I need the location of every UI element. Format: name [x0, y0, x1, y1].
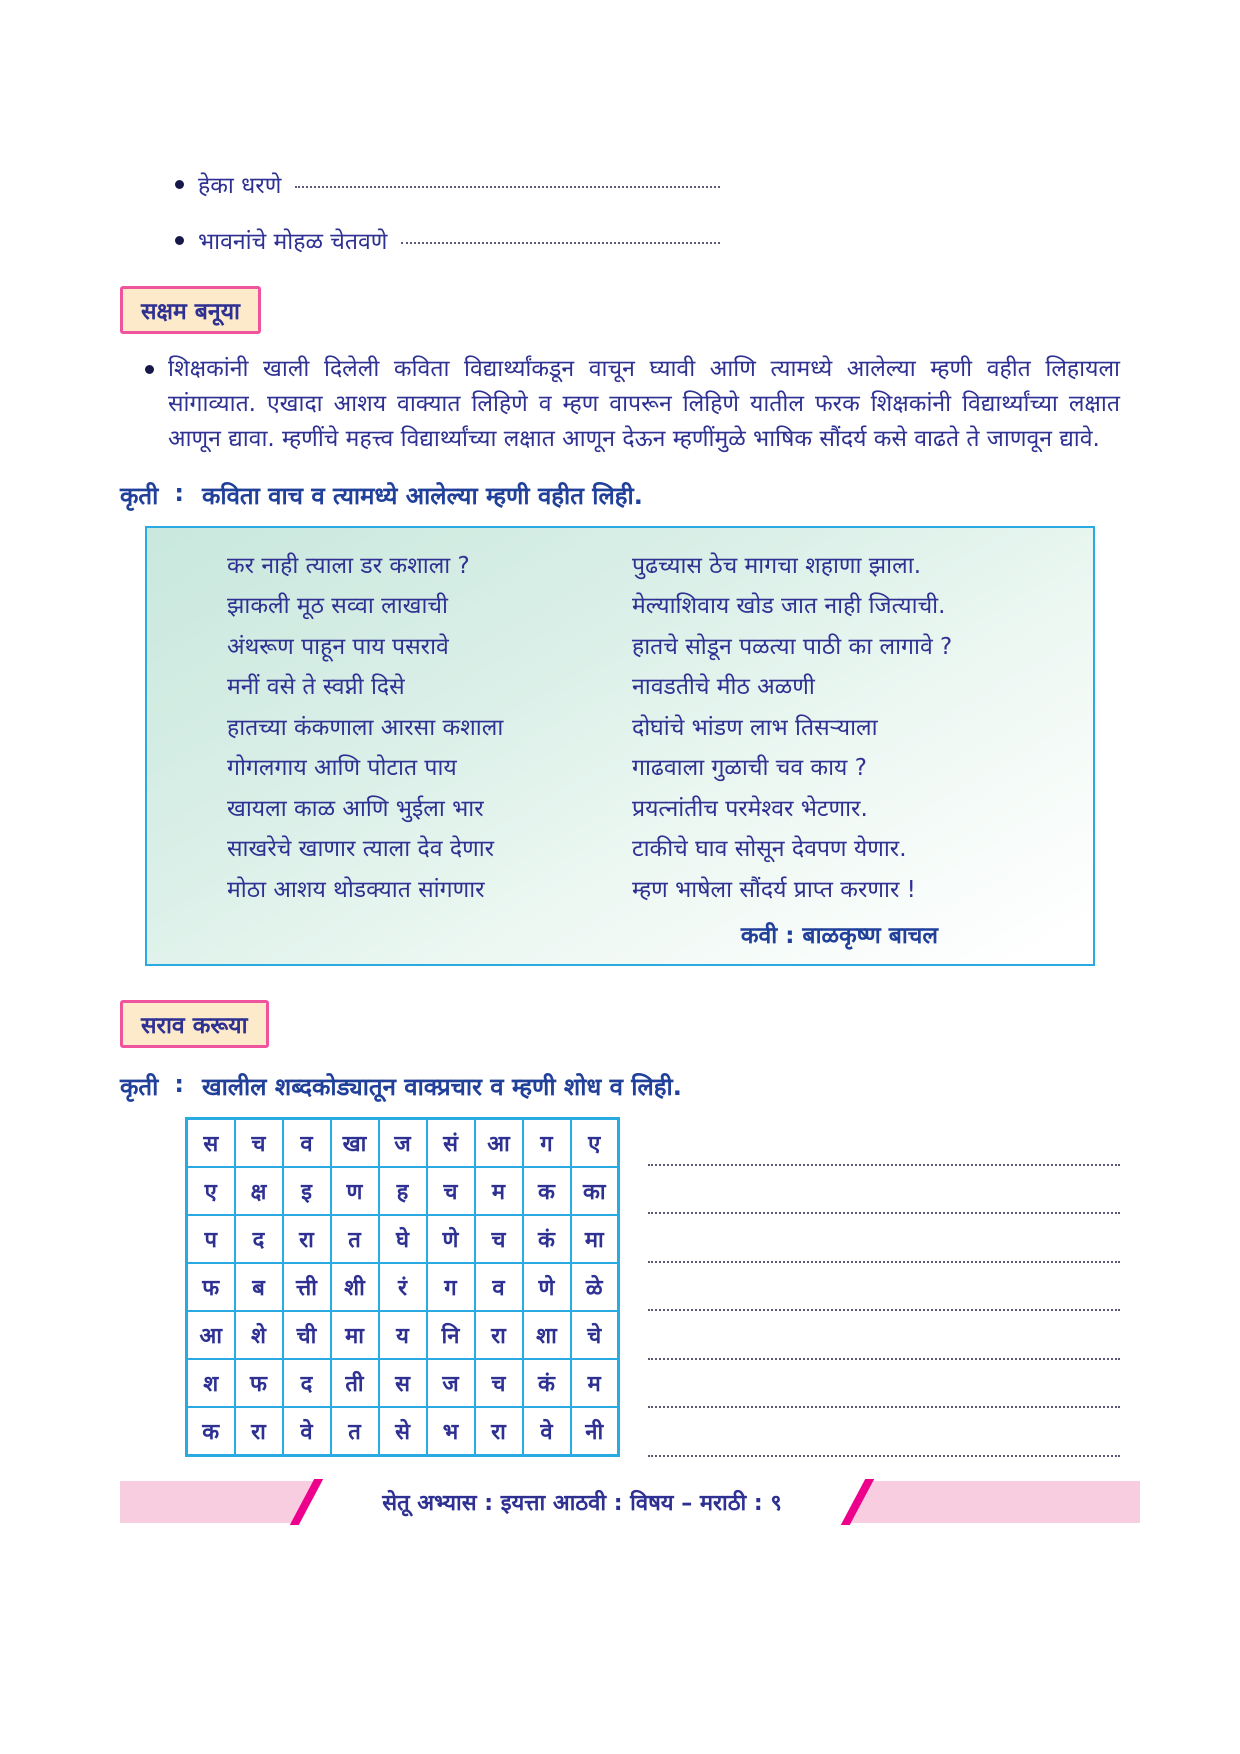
grid-cell: ण [331, 1167, 379, 1215]
poem-line: दोघांचे भांडण लाभ तिसऱ्याला [632, 714, 878, 741]
bullet-icon [145, 365, 154, 374]
grid-cell: ब [235, 1263, 283, 1311]
poem-column-left [227, 546, 632, 911]
grid-cell: ची [283, 1311, 331, 1359]
grid-cell: मा [331, 1311, 379, 1359]
kruti-text: कविता वाच व त्यामध्ये आलेल्या म्हणी वहीत लिही. [201, 481, 643, 510]
grid-cell: त्ती [283, 1263, 331, 1311]
bullet-icon [175, 236, 184, 245]
poem-line: प्रयत्नांतीच परमेश्वर भेटणार. [632, 795, 868, 822]
idiom-item [175, 168, 720, 200]
grid-cell: द [235, 1215, 283, 1263]
poem-line: अंथरूण पाहून पाय पसरावे [227, 633, 449, 660]
grid-row [187, 1167, 619, 1215]
grid-cell: रं [379, 1263, 427, 1311]
grid-cell: व [283, 1119, 331, 1167]
kruti-text: खालील शब्दकोड्यातून वाक्प्रचार व म्हणी शोध व लिही. [201, 1073, 682, 1102]
grid-cell: णे [523, 1263, 571, 1311]
grid-cell: वे [283, 1407, 331, 1455]
grid-cell: ळे [571, 1263, 619, 1311]
grid-cell: प [187, 1215, 235, 1263]
answer-line [648, 1166, 1120, 1215]
grid-cell: रा [475, 1311, 523, 1359]
grid-row [187, 1119, 619, 1167]
grid-cell: कं [523, 1215, 571, 1263]
grid-cell: खा [331, 1119, 379, 1167]
grid-cell: द [283, 1359, 331, 1407]
grid-cell: का [571, 1167, 619, 1215]
grid-cell: फ [187, 1263, 235, 1311]
grid-cell: च [235, 1119, 283, 1167]
kruti-label: कृती [120, 481, 159, 510]
grid-cell: स [379, 1359, 427, 1407]
grid-cell: आ [187, 1311, 235, 1359]
answer-line [648, 1311, 1120, 1360]
grid-cell: से [379, 1407, 427, 1455]
kruti-separator: : [174, 1070, 184, 1099]
grid-cell: फ [235, 1359, 283, 1407]
poem-line: हातचे सोडून पळत्या पाठी का लागावे ? [632, 633, 953, 660]
poem-line: मेल्याशिवाय खोड जात नाही जित्याची. [632, 593, 946, 620]
grid-cell: शी [331, 1263, 379, 1311]
grid-cell: ग [523, 1119, 571, 1167]
section-badge-sarav-karuya: सराव करूया [120, 1000, 269, 1048]
grid-cell: त [331, 1215, 379, 1263]
grid-cell: णे [427, 1215, 475, 1263]
kruti-separator: : [174, 478, 184, 507]
grid-row [187, 1311, 619, 1359]
grid-cell: घे [379, 1215, 427, 1263]
kruti-label: कृती [120, 1073, 159, 1102]
grid-cell: क [187, 1407, 235, 1455]
grid-cell: शा [523, 1311, 571, 1359]
grid-cell: ह [379, 1167, 427, 1215]
poem-line: म्हण भाषेला सौंदर्य प्राप्त करणार ! [632, 876, 916, 903]
poem-line: गाढवाला गुळाची चव काय ? [632, 755, 867, 782]
poem-line: हातच्या कंकणाला आरसा कशाला [227, 714, 504, 741]
dotted-answer-leader [295, 186, 720, 188]
poem-line: झाकली मूठ सव्वा लाखाची [227, 593, 448, 620]
grid-row [187, 1407, 619, 1455]
idiom-label: हेका धरणे [198, 173, 282, 199]
grid-row [187, 1359, 619, 1407]
grid-cell: रा [475, 1407, 523, 1455]
poet-credit: कवी : बाळकृष्ण बाचल [740, 923, 938, 950]
teacher-instruction [145, 352, 1120, 457]
poem-line: पुढच्यास ठेच मागचा शहाणा झाला. [632, 552, 922, 579]
idiom-label: भावनांचे मोहळ चेतवणे [198, 229, 388, 255]
word-search-section [185, 1117, 1120, 1457]
grid-cell: ग [427, 1263, 475, 1311]
bullet-icon [175, 180, 184, 189]
footer-band [120, 1481, 1140, 1523]
poem-line: नावडतीचे मीठ अळणी [632, 674, 815, 701]
grid-cell: शे [235, 1311, 283, 1359]
grid-cell: य [379, 1311, 427, 1359]
grid-cell: रा [235, 1407, 283, 1455]
grid-cell: स [187, 1119, 235, 1167]
grid-cell: व [475, 1263, 523, 1311]
poem-column-right [632, 546, 1063, 911]
poem-line: साखरेचे खाणार त्याला देव देणार [227, 836, 495, 863]
grid-cell: आ [475, 1119, 523, 1167]
grid-cell: मा [571, 1215, 619, 1263]
footer-text: सेतू अभ्यास : इयत्ता आठवी : विषय – मराठी : ९ [382, 1490, 782, 1516]
grid-cell: ज [427, 1359, 475, 1407]
grid-cell: च [427, 1167, 475, 1215]
grid-cell: भ [427, 1407, 475, 1455]
section-badge-saksham-banuya: सक्षम बनूया [120, 286, 261, 334]
grid-cell: सं [427, 1119, 475, 1167]
grid-cell: इ [283, 1167, 331, 1215]
poem-line: खायला काळ आणि भुईला भार [227, 795, 484, 822]
grid-cell: च [475, 1215, 523, 1263]
grid-row [187, 1263, 619, 1311]
answer-line [648, 1117, 1120, 1166]
grid-cell: म [571, 1359, 619, 1407]
grid-cell: वे [523, 1407, 571, 1455]
poem-line: टाकीचे घाव सोसून देवपण येणार. [632, 836, 907, 863]
grid-cell: ए [187, 1167, 235, 1215]
poem-columns [227, 546, 1063, 911]
answer-line [648, 1214, 1120, 1263]
poem-box [145, 526, 1095, 967]
word-search-grid [185, 1117, 620, 1457]
grid-row [187, 1215, 619, 1263]
poem-line: मोठा आशय थोडक्यात सांगणार [227, 876, 485, 903]
grid-cell: क [523, 1167, 571, 1215]
poem-line: मनीं वसे ते स्वप्नी दिसे [227, 674, 405, 701]
answer-line [648, 1263, 1120, 1312]
idiom-list [175, 168, 720, 256]
grid-cell: म [475, 1167, 523, 1215]
grid-cell: नी [571, 1407, 619, 1455]
poem-line: गोगलगाय आणि पोटात पाय [227, 755, 457, 782]
grid-cell: चे [571, 1311, 619, 1359]
grid-cell: त [331, 1407, 379, 1455]
answer-lines [648, 1117, 1120, 1457]
grid-cell: च [475, 1359, 523, 1407]
instruction-paragraph: शिक्षकांनी खाली दिलेली कविता विद्यार्थ्यांकडून वाचून घ्यावी आणि त्यामध्ये आलेल्या म्हणी वहीत लिहायला सांगाव्यात. एखादा आशय वाक्यात लिहिणे व म्हण वापरून लिहिणे यातील फरक शिक्षकांनी विद्यार्थ्यांच्या लक्षात आणून द्यावा. म्हणींचे महत्त्व विद्यार्थ्यांच्या लक्षात आणून देऊन म्हणींमुळे भाषिक सौंदर्य कसे वाढते ते जाणवून द्यावे. [168, 356, 1120, 452]
grid-cell: क्ष [235, 1167, 283, 1215]
kruti-heading-2 [120, 1070, 1120, 1103]
grid-cell: कं [523, 1359, 571, 1407]
kruti-heading-1 [120, 479, 1120, 512]
grid-cell: श [187, 1359, 235, 1407]
grid-cell: नि [427, 1311, 475, 1359]
grid-cell: ए [571, 1119, 619, 1167]
answer-line [648, 1408, 1120, 1457]
answer-line [648, 1360, 1120, 1409]
grid-cell: ज [379, 1119, 427, 1167]
grid-cell: ती [331, 1359, 379, 1407]
dotted-answer-leader [401, 242, 720, 244]
grid-cell: रा [283, 1215, 331, 1263]
idiom-item [175, 224, 720, 256]
poem-line: कर नाही त्याला डर कशाला ? [227, 552, 470, 579]
